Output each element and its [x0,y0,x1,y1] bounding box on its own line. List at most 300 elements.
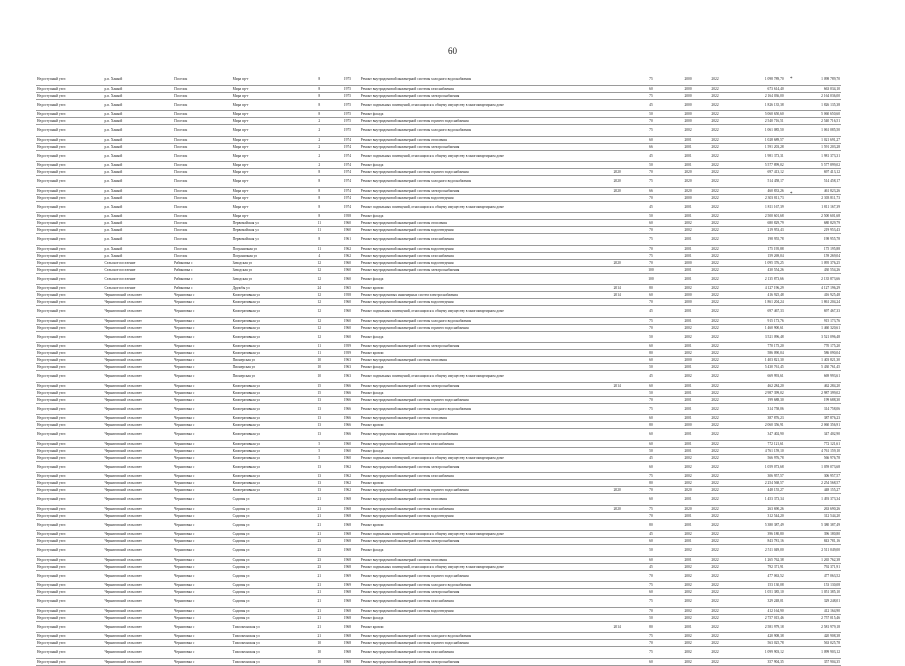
table-cell: 1960 [335,324,360,331]
table-cell: р.п. Ханкой [103,252,173,259]
table-row [36,162,841,169]
table-cell: 396 180,80 [785,531,841,538]
table-cell: Черниговский сельсовет [103,415,173,422]
table-cell: Недоступный узел [36,582,103,589]
table-cell: 2002 [675,582,702,589]
table-cell: р.п. Ханкой [103,150,173,162]
table-cell: 2022 [702,324,729,331]
table-cell: 306 957,57 [785,473,841,480]
table-cell: Черниговский сельсовет [103,614,173,621]
table-cell: Недоступный узел [36,169,103,176]
table-cell: Недоступный узел [36,519,103,531]
table-cell: 1966 [335,382,360,389]
table-cell: 1 099 903,12 [785,647,841,659]
table-cell: 45 [627,563,674,570]
table-cell: 329 248,01 [729,596,785,608]
table-cell: 2022 [702,505,729,512]
table-cell: 2022 [702,429,729,441]
table-cell: 2001 [675,343,702,350]
table-cell: Садовая ул [232,589,304,596]
table-cell: 2022 [702,531,729,538]
table-cell: 2022 [702,343,729,350]
table-cell: Черниговский сельсовет [103,473,173,480]
table-cell: Черниговский сельсовет [103,607,173,614]
table-cell: Черниговский сельсовет [103,447,173,454]
table-cell: 420 908,38 [785,633,841,640]
table-cell: 2022 [702,266,729,273]
table-row [36,143,841,150]
table-cell: Ремонт внутридомовой инженерной системы электроснабжения [360,461,607,473]
table-cell [607,640,627,647]
table-cell: Ремонт внутридомовой инженерной системы газоснабжения [360,252,607,259]
table-row [36,556,841,563]
table-cell: 1 098 789,70 [729,74,785,85]
table-cell: Черниговка с [173,480,231,487]
table-row [36,633,841,640]
table-cell: Черниговский сельсовет [103,429,173,441]
table-cell: Поселок [173,143,231,150]
table-cell: 1958 [335,292,360,299]
table-cell: 1968 [335,589,360,596]
table-cell [607,201,627,213]
table-cell: 1 591 203,28 [785,143,841,150]
table-cell: 2000 [675,111,702,118]
table-cell [607,364,627,371]
table-cell: Недоступный узел [36,607,103,614]
table-cell: 2022 [702,614,729,621]
table-cell: Ремонт внутридомовой инженерной системы водоотведения [360,607,607,614]
table-cell: Ремонт внутридомовой инженерной системы холодного водоснабжения [360,582,607,589]
table-cell [607,512,627,519]
table-cell: Черниговка с [173,512,231,519]
table-cell: 3 521 096,48 [729,331,785,343]
table-cell: Ремонт внутридомовой инженерной системы водоотведения [360,245,607,252]
table-row [36,640,841,647]
table-cell: Ремонт внутридомовой инженерной системы электроснабжения [360,343,607,350]
table-cell: 2000 [675,299,702,306]
table-cell: 416 925,48 [729,292,785,299]
table-cell: Мира пр-т [232,125,304,137]
table-cell: Кооперативная ул [232,447,304,454]
table-cell: Черниговский сельсовет [103,621,173,633]
table-cell: 2 540 716,51 [729,118,785,125]
table-cell: Садовая ул [232,582,304,589]
table-cell: 12 [304,317,335,324]
table-cell: Черниговка с [173,454,231,461]
table-cell: 12 [304,331,335,343]
table-cell: Кооперативная ул [232,454,304,461]
table-cell: 2022 [702,389,729,396]
table-cell: 2 135 873,66 [785,273,841,285]
table-cell: 2002 [675,473,702,480]
table-cell: 2022 [702,220,729,227]
table-cell: 2022 [702,396,729,403]
table-cell [607,162,627,169]
table-cell: 1 061 085,50 [785,125,841,137]
table-cell: 21 [304,589,335,596]
table-row [36,234,841,246]
table-cell: 2022 [702,454,729,461]
table-cell: Мира пр-т [232,169,304,176]
table-cell: 306 957,57 [729,473,785,480]
table-cell: Пограничная ул [232,245,304,252]
table-cell [607,614,627,621]
table-cell: 2002 [675,454,702,461]
table-cell: 75 [627,505,674,512]
table-cell: 477 063,52 [729,570,785,582]
table-cell: 2001 [675,447,702,454]
table-cell: 2000 [675,99,702,111]
table-cell: 5 430 761,45 [785,364,841,371]
table-cell: Ремонт внутридомовой инженерной системы газоснабжения [360,85,607,92]
table-cell: Недоступный узел [36,371,103,383]
table-cell: 2020 [675,487,702,494]
table-cell: Черниговка с [173,473,231,480]
table-cell: Поселок [173,162,231,169]
table-cell: Черниговка с [173,389,231,396]
table-cell: Черниговка с [173,422,231,429]
table-cell: 5 [304,440,335,447]
table-cell: Недоступный узел [36,415,103,422]
table-cell: 1966 [335,422,360,429]
table-cell: 45 [627,150,674,162]
table-cell: Поселок [173,111,231,118]
table-cell: 2002 [675,125,702,137]
table-cell: 1975 [335,92,360,99]
table-cell: 1 460 900,61 [729,324,785,331]
table-cell: 2 500 601,68 [785,213,841,220]
table-cell: 2022 [702,143,729,150]
table-cell: Черниговка с [173,658,231,665]
table-cell: 1 265 762,38 [729,556,785,563]
table-cell: Черниговский сельсовет [103,531,173,538]
table-cell [607,299,627,306]
table-cell: 357 904,35 [729,658,785,665]
table-cell: 45 [627,201,674,213]
table-cell [607,245,627,252]
table-cell [607,143,627,150]
table-cell: 2022 [702,118,729,125]
table-cell: 697 467,33 [729,306,785,318]
table-cell: Садовая ул [232,494,304,506]
table-cell [607,266,627,273]
table-cell: Черниговка с [173,292,231,299]
table-cell [607,582,627,589]
table-row [36,614,841,621]
table-cell: Недоступный узел [36,512,103,519]
table-cell: р.п. Ханкой [103,85,173,92]
table-cell: 2001 [675,396,702,403]
table-cell: 1 403 821,30 [785,357,841,364]
table-cell: 1968 [335,505,360,512]
table-cell: Недоступный узел [36,331,103,343]
table-row [36,494,841,506]
table-cell: Черниговка с [173,570,231,582]
table-cell: 2014 [607,621,627,633]
table-cell: 5 577 899,02 [729,162,785,169]
table-cell: 13 [304,422,335,429]
table-cell: Первомайская ул [232,234,304,246]
table-cell: 70 [627,607,674,614]
table-cell: Поселок [173,169,231,176]
table-cell: 2022 [702,285,729,292]
table-cell: 770 175,20 [729,343,785,350]
table-cell: 2001 [675,519,702,531]
table-cell: Ремонт внутридомовой инженерной системы отопления [360,357,607,364]
table-cell: 12 [304,306,335,318]
table-cell: 80 [627,480,674,487]
table-cell: 8 [304,194,335,201]
table-cell: 23 [304,563,335,570]
table-cell: 75 [627,317,674,324]
table-cell: Мира пр-т [232,111,304,118]
table-cell: 21 [304,505,335,512]
table-cell: 60 [627,292,674,299]
table-cell: 2022 [702,125,729,137]
table-cell: Кооперативная ул [232,299,304,306]
table-cell: 11 [304,227,335,234]
table-cell: 50 [627,614,674,621]
table-cell: 70 [627,570,674,582]
table-cell: 673 614,40 [729,85,785,92]
table-cell: Кооперативная ул [232,317,304,324]
table-cell: Недоступный узел [36,234,103,246]
table-cell: 460 833,26 [729,187,785,194]
table-row [36,487,841,494]
table-cell: 2 757 015,46 [729,614,785,621]
table-cell: Ремонт внутридомовой инженерной системы газоснабжения [360,505,607,512]
table-cell: Черниговка с [173,429,231,441]
table-cell: 21 [304,531,335,538]
table-cell: 2 [304,162,335,169]
table-cell: Черниговка с [173,545,231,557]
table-cell: Ремонт внутридомовой инженерной системы отопления [360,556,607,563]
table-cell: Ремонт внутридомовой инженерной системы водоотведения [360,512,607,519]
table-cell [607,556,627,563]
table-cell: 1963 [335,357,360,364]
table-cell: 1959 [335,350,360,357]
table-cell: Недоступный узел [36,125,103,137]
table-cell: 60 [627,85,674,92]
table-cell [607,607,627,614]
table-cell: 1968 [335,545,360,557]
table-cell [607,85,627,92]
table-cell: Недоступный узел [36,563,103,570]
table-cell: Кооперативная ул [232,324,304,331]
table-cell: Ремонт внутридомовой инженерной системы электроснабжения [360,266,607,273]
table-cell: р.п. Ханкой [103,125,173,137]
table-cell: Черниговский сельсовет [103,563,173,570]
table-cell: 1 861 204,24 [729,299,785,306]
table-cell [607,429,627,441]
table-cell: Черниговский сельсовет [103,422,173,429]
table-cell: 2 987 399,02 [785,389,841,396]
table-cell: 697 413,12 [785,169,841,176]
table-cell: Рябиновка с [173,259,231,266]
table-cell: Ремонт внутридомовой инженерной системы газоснабжения [360,596,607,608]
table-row [36,150,841,162]
table-row [36,194,841,201]
table-cell: Недоступный узел [36,422,103,429]
table-cell: 2 581 979,18 [729,621,785,633]
table-cell: 1966 [335,415,360,422]
table-cell: Тихоокеанская ул [232,658,304,665]
table-cell: 514 458,17 [729,176,785,188]
table-cell: 1968 [335,556,360,563]
table-cell: 8 [304,187,335,194]
table-row [36,607,841,614]
table-cell: Недоступный узел [36,350,103,357]
table-cell: Недоступный узел [36,162,103,169]
table-cell: 915 173,76 [785,317,841,324]
table-cell: 2000 [675,292,702,299]
table-cell: 4 [304,252,335,259]
table-cell: 5 060 650,60 [729,111,785,118]
table-cell: 2022 [702,176,729,188]
table-cell: 2001 [675,382,702,389]
table-cell: 1960 [335,447,360,454]
table-cell: 10 [304,357,335,364]
table-cell: 1968 [335,494,360,506]
table-cell: Черниговский сельсовет [103,494,173,506]
table-cell: Тихоокеанская ул [232,621,304,633]
table-cell: 2014 [607,292,627,299]
table-row [36,596,841,608]
table-cell: 2022 [702,331,729,343]
table-cell: Ремонт внутридомовой инженерной системы холодного водоснабжения [360,74,607,85]
table-cell: Недоступный узел [36,194,103,201]
table-cell: Кооперативная ул [232,306,304,318]
table-cell: 2022 [702,563,729,570]
table-cell: 12 [304,259,335,266]
table-row [36,292,841,299]
table-cell: Черниговский сельсовет [103,556,173,563]
table-cell: 412 164,90 [729,607,785,614]
table-cell: 2022 [702,364,729,371]
table-row [36,505,841,512]
table-cell: 2022 [702,227,729,234]
table-cell: 11 [304,220,335,227]
table-cell: 2001 [675,317,702,324]
table-cell: 2001 [675,440,702,447]
table-cell: р.п. Ханкой [103,201,173,213]
table-cell: Недоступный узел [36,440,103,447]
table-cell: Ремонт внутридомовой инженерной системы холодного водоснабжения [360,403,607,415]
table-cell: Ремонт внутридомовой инженерной системы холодного водоснабжения [360,633,607,640]
table-cell: Ремонт фасада [360,162,607,169]
table-cell: Поселок [173,227,231,234]
table-cell: Мира пр-т [232,118,304,125]
table-cell [607,570,627,582]
table-cell: 23 [304,545,335,557]
table-cell: 1960 [335,227,360,234]
table-cell: Поселок [173,220,231,227]
table-cell: 10 [304,647,335,659]
page-number: 60 [448,46,457,56]
table-cell: 2022 [702,136,729,143]
table-cell: 1968 [335,563,360,570]
table-cell: Черниговка с [173,647,231,659]
table-cell: Ремонт внутридомовой инженерной системы водоотведения [360,299,607,306]
table-cell: Черниговка с [173,633,231,640]
table-cell: 2000 [675,422,702,429]
table-cell: 1968 [335,647,360,659]
table-cell: р.п. Ханкой [103,99,173,111]
table-cell: 1963 [335,364,360,371]
table-cell: 13 [304,480,335,487]
table-cell: Черниговский сельсовет [103,357,173,364]
table-cell: Недоступный узел [36,538,103,545]
table-cell: 2002 [675,570,702,582]
table-row [36,111,841,118]
table-cell [607,150,627,162]
table-cell: Садовая ул [232,512,304,519]
table-cell: 1 460 320,61 [785,324,841,331]
table-cell: 13 [304,487,335,494]
table-cell: 50 [627,213,674,220]
table-row [36,403,841,415]
table-cell: 2022 [702,201,729,213]
table-cell [607,403,627,415]
table-cell: 2022 [702,589,729,596]
table-cell: 843 781,16 [729,538,785,545]
table-cell: 2002 [675,640,702,647]
table-cell: 586 090,04 [785,350,841,357]
table-cell: 1 811 167,39 [729,201,785,213]
table-cell: 1968 [335,512,360,519]
table-cell: р.п. Ханкой [103,111,173,118]
table-cell: 1 099 903,12 [729,647,785,659]
table-cell: 45 [627,531,674,538]
table-cell: 263 690,26 [785,505,841,512]
table-cell: Недоступный узел [36,266,103,273]
table-cell: Черниговский сельсовет [103,343,173,350]
table-cell: 15 [304,389,335,396]
table-cell: Сельское поселение [103,273,173,285]
table-cell: 8 [304,234,335,246]
table-cell: 2000 [675,259,702,266]
table-cell: 2020 [607,487,627,494]
table-cell: Ремонт фасада [360,545,607,557]
table-cell: 1 021 691,27 [785,136,841,143]
table-row [36,531,841,538]
table-cell: Ремонт подвальных помещений, относящихся к общему имуществу в многоквартирном доме [360,454,607,461]
table-cell: 2022 [702,647,729,659]
table-cell [607,324,627,331]
table-cell: 2022 [702,371,729,383]
table-cell: 60 [627,658,674,665]
table-cell: р.п. Ханкой [103,136,173,143]
table-cell: Ремонт внутридомовой инженерной системы водоотведения [360,227,607,234]
table-cell: Недоступный узел [36,118,103,125]
table-cell: 45 [627,454,674,461]
table-cell: 2002 [675,563,702,570]
table-cell: Черниговка с [173,364,231,371]
table-cell: 8 [304,74,335,85]
table-cell [607,563,627,570]
table-row [36,125,841,137]
table-cell: 1968 [335,538,360,545]
table-cell: Черниговский сельсовет [103,299,173,306]
table-cell [607,213,627,220]
table-cell: Ремонт внутридомовой инженерной системы горячего водоснабжения [360,487,607,494]
table-cell: Ремонт внутридомовой инженерной системы газоснабжения [360,440,607,447]
table-cell: Недоступный узел [36,545,103,557]
table-cell [607,331,627,343]
table-cell: Ремонт фасада [360,273,607,285]
table-cell: 60 [627,382,674,389]
table-cell: 1 811 167,39 [785,201,841,213]
